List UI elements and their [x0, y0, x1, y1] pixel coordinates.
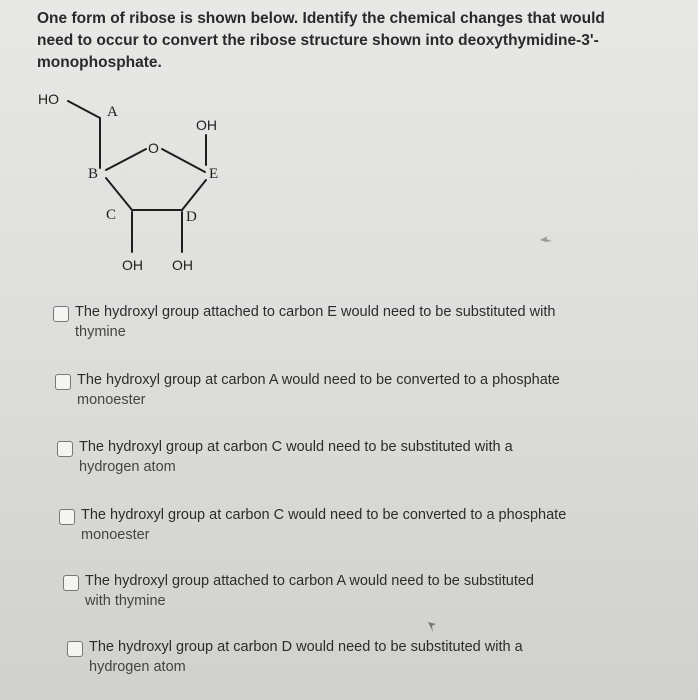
option-label [77, 370, 560, 410]
label-carbon-b: B [88, 166, 99, 182]
question-line: One form of ribose is shown below. Identify the chemical changes that would [37, 10, 605, 27]
answer-option-1[interactable] [53, 302, 653, 342]
option-line: thymine [75, 324, 126, 340]
label-carbon-a: A [107, 104, 118, 120]
cursor-icon [538, 232, 554, 246]
answer-option-4[interactable] [59, 505, 659, 545]
checkbox[interactable] [59, 509, 75, 525]
answer-option-6[interactable] [67, 637, 667, 677]
option-line: hydrogen atom [79, 459, 176, 475]
ribose-structure [0, 0, 698, 290]
option-line: monoester [77, 392, 146, 408]
option-label [75, 302, 555, 342]
checkbox[interactable] [63, 575, 79, 591]
bond-e-d [182, 180, 206, 210]
option-line: The hydroxyl group at carbon C would need to be substituted with a [79, 439, 513, 455]
bond-b-c [106, 178, 132, 210]
label-ho-top: HO [38, 91, 59, 107]
cursor-icon [426, 620, 438, 634]
label-oh-e: OH [196, 117, 217, 133]
checkbox[interactable] [55, 374, 71, 390]
bond-ho-a [68, 101, 100, 118]
label-carbon-e: E [209, 166, 219, 182]
bond-o-e [162, 149, 205, 172]
option-label [89, 637, 523, 677]
checkbox[interactable] [67, 641, 83, 657]
label-carbon-c: C [106, 207, 117, 223]
option-line: The hydroxyl group at carbon A would need to be converted to a phosphate [77, 372, 560, 388]
answer-option-5[interactable] [63, 571, 663, 611]
option-line: monoester [81, 527, 150, 543]
option-line: with thymine [85, 593, 166, 609]
question-line: need to occur to convert the ribose structure shown into deoxythymidine-3'- [37, 32, 599, 49]
option-line: The hydroxyl group at carbon D would need to be substituted with a [89, 639, 523, 655]
label-ring-oxygen: O [148, 140, 159, 156]
option-line: hydrogen atom [89, 659, 186, 675]
answer-option-2[interactable] [55, 370, 655, 410]
label-oh-d: OH [172, 257, 193, 273]
option-line: The hydroxyl group attached to carbon A would need to be substituted [85, 573, 534, 589]
label-carbon-d: D [186, 209, 197, 225]
checkbox[interactable] [57, 441, 73, 457]
answer-option-3[interactable] [57, 437, 657, 477]
option-label [85, 571, 534, 611]
option-line: The hydroxyl group at carbon C would need to be converted to a phosphate [81, 507, 567, 523]
bond-b-o [106, 149, 146, 170]
option-label [81, 505, 566, 545]
label-oh-c: OH [122, 257, 143, 273]
option-line: The hydroxyl group attached to carbon E would need to be substituted with [75, 304, 556, 320]
question-line: monophosphate. [37, 54, 162, 71]
checkbox[interactable] [53, 306, 69, 322]
option-label [79, 437, 513, 477]
